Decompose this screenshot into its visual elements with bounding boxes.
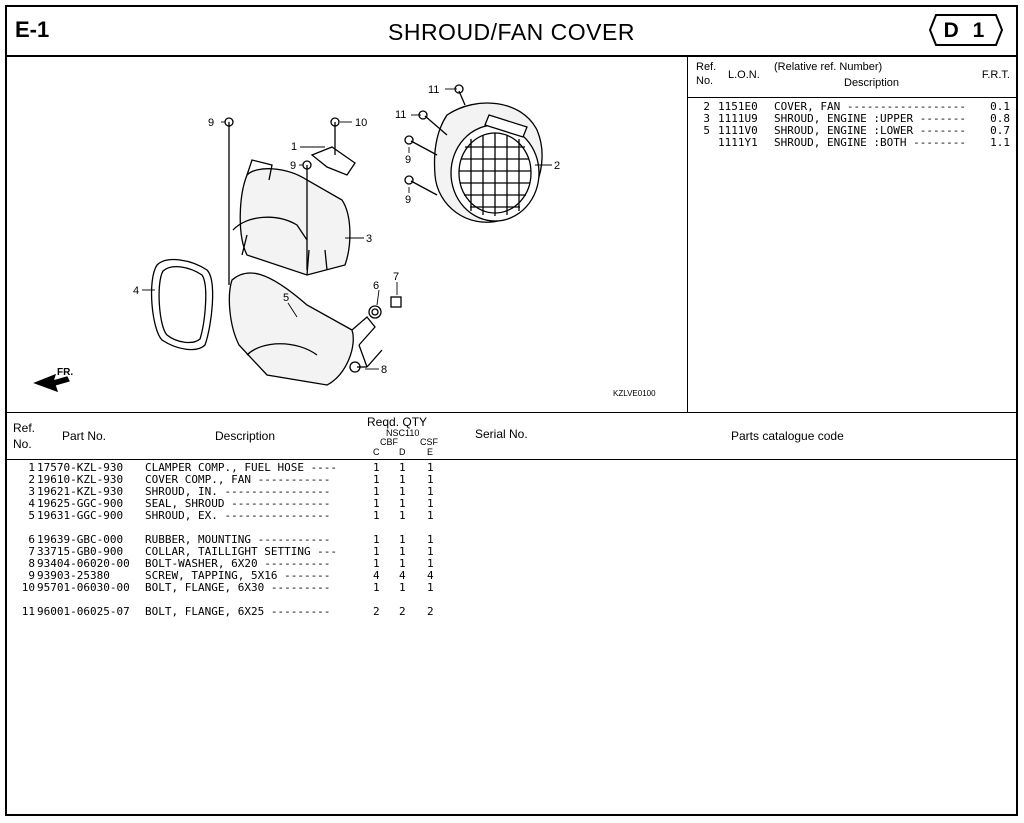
lon-ref-cell: 2 (703, 100, 710, 113)
parts-e-label: E (427, 447, 434, 457)
page-title: SHROUD/FAN COVER (388, 19, 635, 45)
lon-lon-cell: 1111V0 (718, 124, 758, 137)
callout-4: 4 (133, 285, 140, 297)
parts-desc-cell: SHROUD, EX. ---------------- (145, 509, 331, 522)
parts-e-cell: 2 (427, 605, 434, 618)
illustration-code: KZLVE0100 (613, 389, 656, 398)
parts-csf-label: CSF (420, 437, 438, 447)
parts-e-cell: 1 (427, 533, 434, 546)
parts-ref-cell: 6 (28, 533, 35, 546)
lon-frt-label: F.R.T. (981, 69, 1010, 81)
parts-e-cell: 1 (427, 509, 434, 522)
parts-c-cell: 1 (373, 557, 380, 570)
lon-frt-cell: 0.1 (990, 100, 1010, 113)
lon-frt-cell: 0.7 (990, 124, 1010, 137)
parts-e-cell: 1 (427, 545, 434, 558)
parts-desc-cell: CLAMPER COMP., FUEL HOSE ---- (145, 461, 338, 474)
parts-ref-cell: 5 (28, 509, 35, 522)
parts-desc-cell: COVER COMP., FAN ----------- (145, 473, 331, 486)
shroud-diagram-svg (7, 55, 687, 412)
lon-frt-cell: 0.8 (990, 112, 1010, 125)
callout-numbers (57, 84, 656, 398)
parts-description-label: Description (215, 429, 276, 443)
callout-10: 10 (355, 117, 368, 129)
lon-frt-cell: 1.1 (990, 136, 1010, 149)
callout-9c: 9 (405, 154, 412, 166)
callout-9b: 9 (290, 160, 297, 172)
parts-d-cell: 1 (399, 557, 406, 570)
parts-row (7, 510, 607, 522)
callout-11b: 11 (395, 109, 407, 121)
parts-c-cell: 1 (373, 473, 380, 486)
parts-d-cell: 1 (399, 581, 406, 594)
parts-row (7, 606, 607, 618)
exploded-diagram (7, 55, 688, 412)
parts-ref-cell: 11 (21, 605, 35, 618)
lon-panel (688, 55, 1016, 412)
lon-desc-cell: SHROUD, ENGINE :LOWER ------- (774, 124, 967, 137)
parts-catalogue-label: Parts catalogue code (731, 429, 844, 443)
section-badge (928, 13, 1004, 47)
parts-part-cell: 19639-GBC-000 (37, 533, 124, 546)
parts-model-label: NSC110 (386, 428, 420, 438)
lon-desc-cell: SHROUD, ENGINE :BOTH -------- (774, 136, 967, 149)
parts-part-cell: 19610-KZL-930 (37, 473, 124, 486)
parts-ref-label: Ref. (13, 421, 36, 435)
parts-d-cell: 2 (399, 605, 406, 618)
parts-d-cell: 1 (399, 497, 406, 510)
callout-7: 7 (393, 271, 400, 283)
parts-c-cell: 1 (373, 509, 380, 522)
parts-e-cell: 4 (427, 569, 434, 582)
parts-d-cell: 1 (399, 533, 406, 546)
lon-lon-cell: 1151E0 (718, 100, 758, 113)
parts-desc-cell: SEAL, SHROUD --------------- (145, 497, 331, 510)
lon-desc-cell: SHROUD, ENGINE :UPPER ------- (774, 112, 967, 125)
callout-11a: 11 (428, 84, 440, 96)
parts-desc-cell: BOLT, FLANGE, 6X30 --------- (145, 581, 331, 594)
lon-description-label: Description (844, 77, 900, 89)
parts-d-cell: 1 (399, 485, 406, 498)
parts-ref-cell: 10 (21, 581, 35, 594)
callout-1: 1 (291, 141, 298, 153)
parts-c-cell: 1 (373, 497, 380, 510)
parts-part-cell: 96001-06025-07 (37, 605, 130, 618)
lon-desc-cell: COVER, FAN ------------------ (774, 100, 967, 113)
parts-header (7, 412, 1016, 460)
page-code: E-1 (15, 17, 50, 42)
lower-shroud-part (229, 273, 375, 385)
parts-ref-cell: 9 (28, 569, 35, 582)
parts-ref-cell: 7 (28, 545, 35, 558)
seal-part (152, 260, 213, 350)
parts-d-cell: 1 (399, 509, 406, 522)
lon-lon-cell: 1111U9 (718, 112, 758, 125)
parts-partno-label: Part No. (62, 429, 107, 443)
parts-part-cell: 95701-06030-00 (37, 581, 130, 594)
parts-e-cell: 1 (427, 557, 434, 570)
parts-part-cell: 93903-25380 (37, 569, 110, 582)
parts-d-cell: 4 (399, 569, 406, 582)
lon-ref-label: Ref. (696, 61, 717, 73)
parts-desc-cell: BOLT-WASHER, 6X20 ---------- (145, 557, 331, 570)
parts-ref-cell: 1 (28, 461, 35, 474)
parts-reqd-label: Reqd. QTY (367, 415, 428, 429)
parts-part-cell: 19621-KZL-930 (37, 485, 124, 498)
lon-ref-cell: 5 (703, 124, 710, 137)
parts-e-cell: 1 (427, 497, 434, 510)
callout-6: 6 (373, 280, 380, 292)
parts-d-cell: 1 (399, 473, 406, 486)
parts-part-cell: 19625-GGC-900 (37, 497, 124, 510)
parts-desc-cell: SHROUD, IN. ---------------- (145, 485, 331, 498)
parts-part-cell: 93404-06020-00 (37, 557, 130, 570)
parts-c-cell: 1 (373, 545, 380, 558)
parts-cbf-label: CBF (380, 437, 398, 447)
parts-c-label: C (373, 447, 380, 457)
parts-d-label: D (399, 447, 406, 457)
parts-row (7, 582, 607, 594)
parts-ref-cell: 8 (28, 557, 35, 570)
parts-e-cell: 1 (427, 581, 434, 594)
parts-desc-cell: SCREW, TAPPING, 5X16 ------- (145, 569, 331, 582)
parts-c-cell: 1 (373, 533, 380, 546)
parts-ref-cell: 3 (28, 485, 35, 498)
parts-part-cell: 33715-GB0-900 (37, 545, 124, 558)
parts-c-cell: 1 (373, 461, 380, 474)
callout-3: 3 (366, 233, 373, 245)
parts-desc-cell: COLLAR, TAILLIGHT SETTING --- (145, 545, 338, 558)
parts-e-cell: 1 (427, 485, 434, 498)
lon-header (688, 55, 1016, 98)
parts-part-cell: 17570-KZL-930 (37, 461, 124, 474)
parts-serial-label: Serial No. (475, 427, 528, 441)
callout-9d: 9 (405, 194, 412, 206)
parts-e-cell: 1 (427, 461, 434, 474)
front-label: FR. (57, 367, 74, 378)
parts-d-cell: 1 (399, 545, 406, 558)
parts-desc-cell: RUBBER, MOUNTING ----------- (145, 533, 331, 546)
parts-c-cell: 1 (373, 581, 380, 594)
catalog-page (5, 5, 1018, 816)
callout-8: 8 (381, 364, 388, 376)
page-header (7, 7, 1016, 57)
parts-c-cell: 1 (373, 485, 380, 498)
callout-9a: 9 (208, 117, 215, 129)
callout-2: 2 (554, 160, 561, 172)
parts-ref-cell: 2 (28, 473, 35, 486)
parts-no-label: No. (13, 437, 32, 451)
parts-c-cell: 4 (373, 569, 380, 582)
parts-part-cell: 19631-GGC-900 (37, 509, 124, 522)
parts-c-cell: 2 (373, 605, 380, 618)
parts-ref-cell: 4 (28, 497, 35, 510)
parts-d-cell: 1 (399, 461, 406, 474)
lon-lon-cell: 1111Y1 (718, 136, 758, 149)
lon-relative-label: (Relative ref. Number) (774, 61, 883, 73)
callout-5: 5 (283, 292, 290, 304)
fan-cover-part (435, 103, 543, 222)
lon-no-label: No. (696, 75, 714, 87)
lon-lon-label: L.O.N. (728, 69, 760, 81)
lon-ref-cell: 3 (703, 112, 710, 125)
section-code: D 1 (943, 19, 989, 42)
parts-e-cell: 1 (427, 473, 434, 486)
parts-desc-cell: BOLT, FLANGE, 6X25 --------- (145, 605, 331, 618)
